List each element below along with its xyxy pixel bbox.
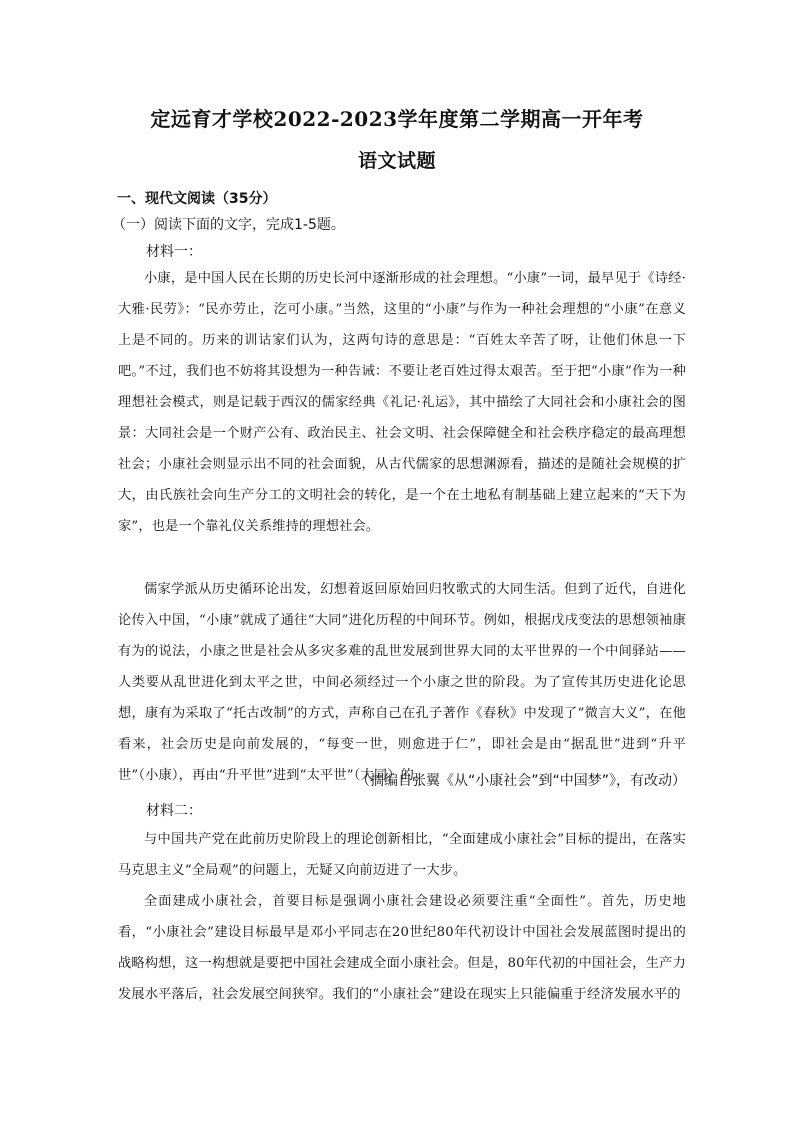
material-2-paragraph-2: 全面建成小康社会，首要目标是强调小康社会建设必须要注重“全面性”。首先，历史地看，“小康社会”建设目标最早是邓小平同志在20世纪80年代初设计中国社会发展蓝图时提出的战略构想，这一构想就是要把中国社会建成全面小康社会。但是，80年代初的中国社会，生产力发展水平落后，社会发展空间狭窄。我们的“小康社会”建设在现实上只能偏重于经济发展水平的 bbox=[118, 894, 686, 1002]
material-2-paragraph-1: 与中国共产党在此前历史阶段上的理论创新相比，“全面建成小康社会”目标的提出，在落实马克思主义“全局观”的问题上，无疑又向前迈进了一大步。 bbox=[118, 832, 686, 878]
exam-title: 定远育才学校2022-2023学年度第二学期高一开年考 bbox=[150, 107, 644, 131]
material-1-paragraph-2: 儒家学派从历史循环论出发，幻想着返回原始回归牧歌式的大同生活。但到了近代，自进化论传入中国，“小康”就成了通往“大同”进化历程的中间环节。例如，根据戊戌变法的思想领袖康有为的说法，小康之世是社会从多灾多难的乱世发展到世界大同的太平世界的一个中间驿站——人类要从乱世进化到太平之世，中间必须经过一个小康之世的阶段。为了宣传其历史进化论思想，康有为采取了“托古改制”的方式，声称自己在孔子著作《春秋》中发现了“微言大义”，在他看来，社会历史是向前发展的，“每变一世，则愈进于仁”，即社会是由“据乱世”进到“升平世”（小康），再由“升平世”进到“太平世”（大同）的。 bbox=[118, 582, 686, 783]
material-1-label: 材料一： bbox=[146, 244, 202, 260]
material-1-paragraph-1: 小康，是中国人民在长期的历史长河中逐渐形成的社会理想。“小康”一词，最早见于《诗经·大雅·民劳》：“民亦劳止，汔可小康。”当然，这里的“小康”与作为一种社会理想的“小康”在意义上是不同的。历来的训诂家们认为，这两句诗的意思是：“百姓太辛苦了呀，让他们休息一下吧。”不过，我们也不妨将其设想为一种告诫：不要让老百姓过得太艰苦。至于把“小康”作为一种理想社会模式，则是记载于西汉的儒家经典《礼记·礼运》，其中描绘了大同社会和小康社会的图景：大同社会是一个财产公有、政治民主、社会文明、社会保障健全和社会秩序稳定的最高理想社会；小康社会则显示出不同的社会面貌，从古代儒家的思想渊源看，描述的是随社会规模的扩大，由氏族社会向生产分工的文明社会的转化，是一个在土地私有制基础上建立起来的“天下为家”，也是一个靠礼仪关系维持的理想社会。 bbox=[118, 271, 686, 534]
material-2-label: 材料二： bbox=[146, 803, 202, 819]
exam-subtitle: 语文试题 bbox=[357, 150, 436, 172]
material-1-source: （摘编自张翼《从“小康社会”到“中国梦”》，有改动） bbox=[355, 773, 686, 789]
question-instruction: （一）阅读下面的文字，完成1-5题。 bbox=[112, 217, 345, 233]
section-heading: 一、现代文阅读（35分） bbox=[117, 191, 277, 207]
